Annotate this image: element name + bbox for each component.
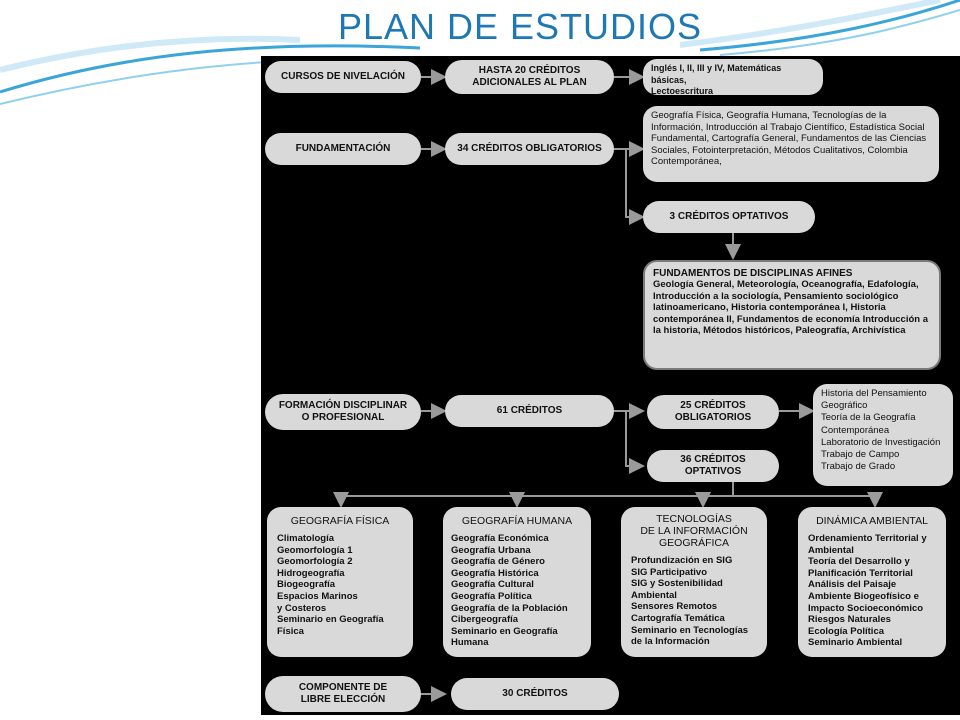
fundamentacion-optativos: 3 CRÉDITOS OPTATIVOS <box>643 201 815 233</box>
formacion-courses: Historia del Pensamiento Geográfico Teoría de la Geografía Contemporánea Laboratorio de Investigación Trabajo de Campo Trabajo de Grado <box>813 384 953 486</box>
category-dinamica-ambiental <box>798 507 946 657</box>
category-courses: Geografía Económica Geografía Urbana Geografía de Género Geografía Histórica Geografía Cultural Geografía Política Geografía de la Población Cibergeografía Seminario en Geografía Humana <box>451 533 568 649</box>
category-tecnologias <box>621 507 767 657</box>
libre-credits: 30 CRÉDITOS <box>451 678 619 710</box>
fundamentacion-courses: Geografía Física, Geografía Humana, Tecnologías de la Información, Introducción al Trabajo Científico, Estadística Social Fundamental, Cartografía General, Fundamentos de las Ciencias Sociales, Fotointerpretación, Métodos Cualitativos, Colombia Contemporánea, <box>643 106 939 182</box>
formacion-obligatorios: 25 CRÉDITOS OBLIGATORIOS <box>647 395 779 429</box>
category-courses: Profundización en SIG SIG Participativo SIG y Sostenibilidad Ambiental Sensores Remotos Cartografía Temática Seminario en Tecnologías de la Información <box>631 555 749 648</box>
category-courses: Climatología Geomorfología 1 Geomorfología 2 Hidrogeografía Biogeografía Espacios Marinos y Costeros Seminario en Geografía Física <box>277 533 384 637</box>
formacion-label: FORMACIÓN DISCIPLINAR O PROFESIONAL <box>265 394 421 430</box>
page-title: PLAN DE ESTUDIOS <box>337 6 703 47</box>
nivelacion-label: CURSOS DE NIVELACIÓN <box>265 61 421 93</box>
disciplinas-afines-box <box>643 260 941 370</box>
category-title: DINÁMICA AMBIENTAL <box>816 515 928 527</box>
disciplinas-afines-title: FUNDAMENTOS DE DISCIPLINAS AFINES <box>653 268 853 279</box>
formacion-optativos: 36 CRÉDITOS OPTATIVOS <box>647 450 779 482</box>
fundamentacion-label: FUNDAMENTACIÓN <box>265 133 421 165</box>
disciplinas-afines-courses: Geología General, Meteorología, Oceanografía, Edafología, Introducción a la sociología, Pensamiento sociológico latinoamericano, Historia contemporánea I, Historia contemporánea II, Fundamentos de economía Introducción a la historia, Métodos históricos, Paleografía, Archivística <box>653 279 929 336</box>
fundamentacion-credits: 34 CRÉDITOS OBLIGATORIOS <box>445 133 614 165</box>
nivelacion-courses: Inglés I, II, III y IV, Matemáticas básicas, Lectoescritura <box>643 59 823 95</box>
category-geografia-fisica <box>267 507 413 657</box>
category-title: GEOGRAFÍA FÍSICA <box>290 515 390 527</box>
category-title: GEOGRAFÍA HUMANA <box>461 515 573 527</box>
libre-label: COMPONENTE DE LIBRE ELECCIÓN <box>265 676 421 712</box>
category-courses: Ordenamiento Territorial y Ambiental Teoría del Desarrollo y Planificación Territorial Análisis del Paisaje Ambiente Biogeofísico e Impacto Socioeconómico Riesgos Naturales Ecología Política Seminario Ambiental <box>808 533 927 649</box>
formacion-credits: 61 CRÉDITOS <box>445 395 614 427</box>
curriculum-diagram <box>261 56 960 715</box>
category-geografia-humana <box>443 507 591 657</box>
nivelacion-credits: HASTA 20 CRÉDITOS ADICIONALES AL PLAN <box>445 60 614 94</box>
category-title: TECNOLOGÍAS DE LA INFORMACIÓN GEOGRÁFICA <box>640 513 748 549</box>
